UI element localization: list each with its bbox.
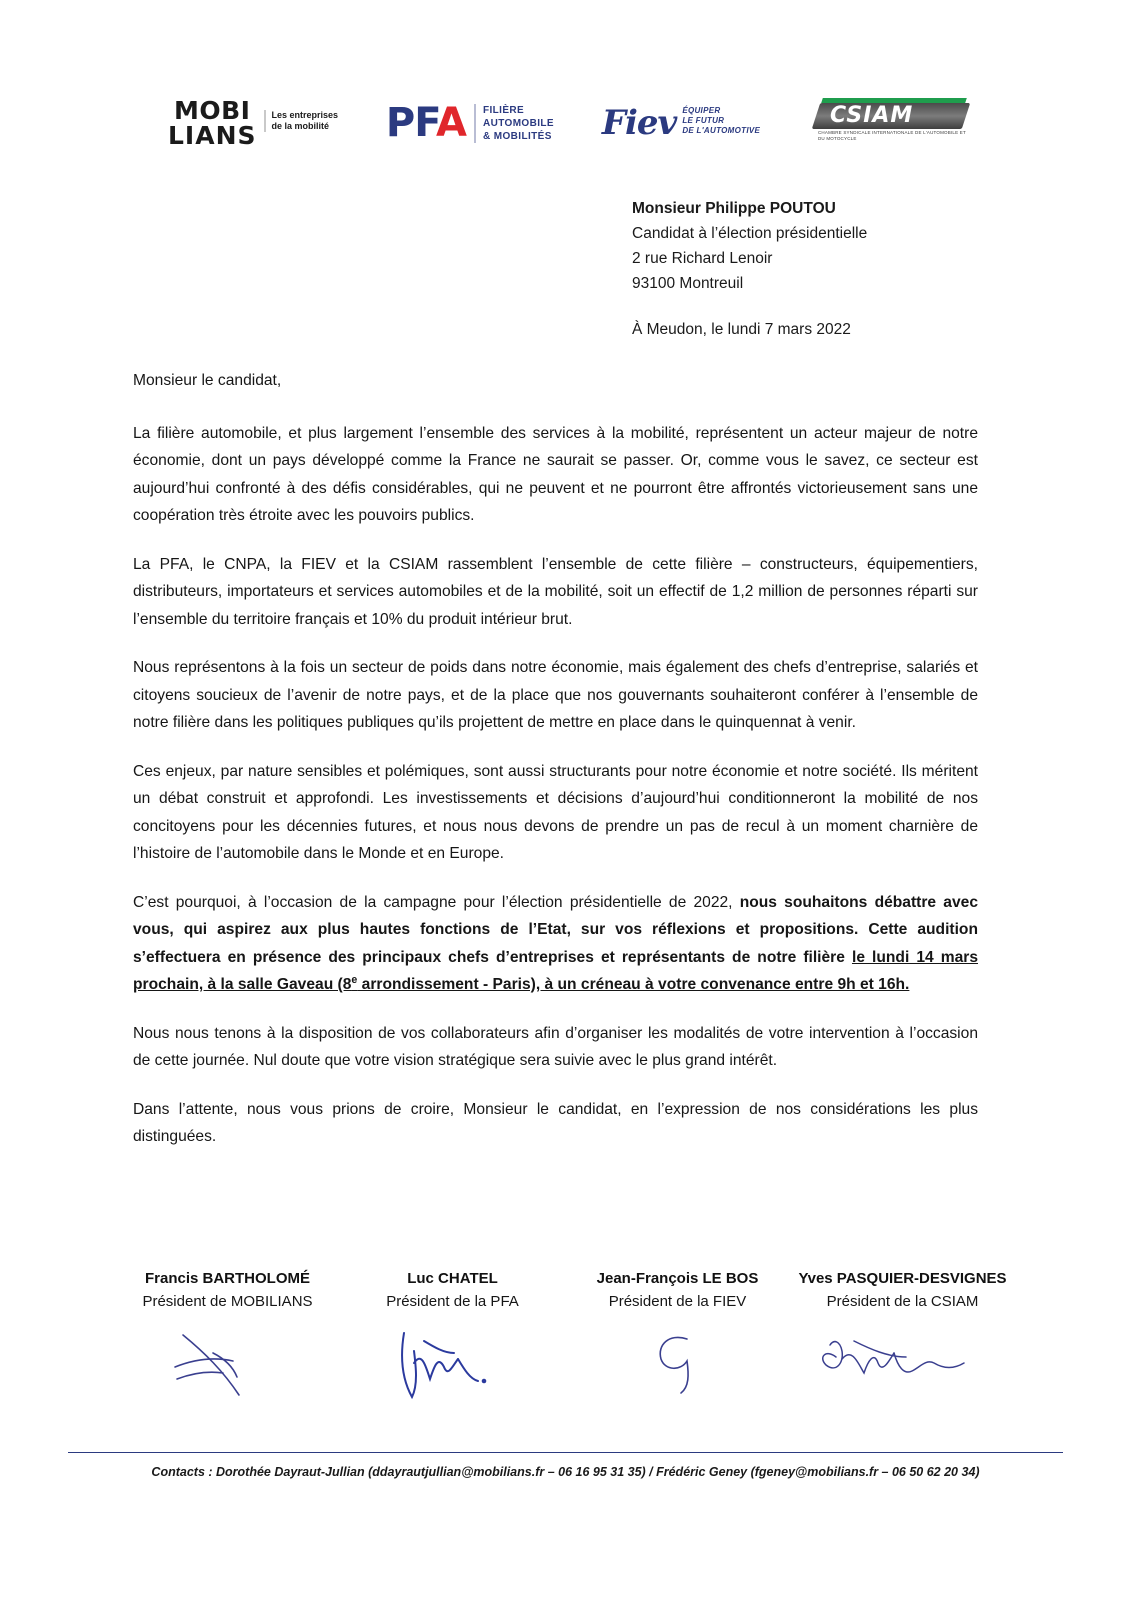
signatory-2	[345, 1268, 560, 1415]
paragraph-7: Dans l’attente, nous vous prions de croire, Monsieur le candidat, en l’expression de nos considérations les plus distinguées.	[133, 1100, 978, 1145]
pfa-word-a: A	[435, 100, 466, 146]
paragraph-5	[133, 889, 978, 999]
pfa-subtitle	[474, 104, 554, 143]
mobilians-tagline	[264, 110, 339, 132]
paragraph-5-intro: C’est pourquoi, à l’occasion de la campagne pour l’élection présidentielle de 2022,	[133, 893, 740, 911]
paragraph-5-bold: nous souhaitons débattre avec vous, qui aspirez aux plus hautes fonctions de l’Etat, sur vos réflexions et propositions. Cette audition s’effectuera en présence des principaux chefs d’entreprises et représentants de notre filière	[133, 893, 978, 966]
paragraph-4: Ces enjeux, par nature sensibles et polémiques, sont aussi structurants pour notre économie et notre société. Ils méritent un débat construit et approfondi. Les investissements et décisions d’aujourd’hui conditionneront la mobilité de nos concitoyens pour les décennies futures, et nous nous devons de prendre un pas de recul à un moment charnière de l’histoire de l’automobile dans le Monde et en Europe.	[133, 762, 978, 862]
addressee-block	[632, 196, 1032, 296]
csiam-logo	[808, 97, 968, 149]
fiev-wordmark: Fiev	[601, 103, 677, 143]
footer-divider	[68, 1452, 1063, 1453]
paragraph-2: La PFA, le CNPA, la FIEV et la CSIAM rassemblent l’ensemble de cette filière – constructeurs, équipementiers, distributeurs, importateurs et services automobiles et de la mobilité, soit un effectif de 1,2 million de personnes réparti sur l’ensemble du territoire français et 10% du produit intérieur brut.	[133, 555, 978, 628]
fiev-subtitle-line1: ÉQUIPER	[682, 106, 721, 115]
signatory-name: Yves PASQUIER-DESVIGNES	[798, 1270, 1007, 1287]
paragraph-6: Nous nous tenons à la disposition de vos collaborateurs afin d’organiser les modalités de votre intervention à l’occasion de cette journée. Nul doute que votre vision stratégique sera suivie avec le plus grand intérêt.	[133, 1024, 978, 1069]
signatory-role: Président de MOBILIANS	[142, 1293, 313, 1310]
mobilians-word-line2: LIANS	[168, 121, 257, 150]
signatory-role: Président de la PFA	[386, 1293, 519, 1310]
addressee-role: Candidat à l’élection présidentielle	[632, 225, 868, 242]
pfa-subtitle-line1: FILIÈRE	[482, 104, 525, 116]
fiev-subtitle-line3: DE L'AUTOMOTIVE	[682, 126, 761, 135]
signatory-name: Luc CHATEL	[407, 1270, 498, 1287]
paragraph-5-ordinal: e	[351, 973, 358, 986]
signature-mark-lebos	[570, 1320, 785, 1415]
signature-block	[120, 1268, 1010, 1415]
pfa-logo	[385, 100, 554, 146]
fiev-logo	[601, 103, 761, 143]
signatory-name: Jean-François LE BOS	[596, 1270, 759, 1287]
mobilians-word-line1: MOBI	[174, 96, 251, 125]
mobilians-tagline-line2: de la mobilité	[271, 121, 330, 131]
signatory-1	[120, 1268, 335, 1415]
pfa-wordmark	[385, 100, 466, 146]
mobilians-tagline-line1: Les entreprises	[271, 110, 339, 120]
csiam-wordmark: CSIAM	[829, 103, 914, 128]
pfa-word-pf: PF	[385, 100, 436, 146]
paragraph-3: Nous représentons à la fois un secteur de poids dans notre économie, mais également des chefs d’entreprise, salariés et citoyens soucieux de l’avenir de notre pays, et de la place que nos gouvernants souhaiteront conférer à l’ensemble de notre filière dans les politiques publiques qu’ils projettent de mettre en place dans le quinquennat à venir.	[133, 659, 978, 731]
addressee-name: Monsieur Philippe POUTOU	[632, 200, 836, 217]
paragraph-5-underline-b: arrondissement - Paris), à un créneau à votre convenance entre 9h et 16h.	[357, 976, 910, 993]
csiam-subtitle: CHAMBRE SYNDICALE INTERNATIONALE DE L'AUTOMOBILE ET DU MOTOCYCLE	[817, 130, 966, 141]
letter-body	[133, 367, 978, 1172]
signatory-role: Président de la CSIAM	[826, 1293, 979, 1310]
mobilians-logo	[168, 98, 338, 148]
signatory-name: Francis BARTHOLOMÉ	[144, 1270, 310, 1287]
addressee-city: 93100 Montreuil	[632, 275, 744, 292]
signature-mark-bartholome	[120, 1320, 335, 1415]
signature-mark-pasquier-desvignes	[795, 1320, 1010, 1415]
fiev-subtitle-line2: LE FUTUR	[682, 116, 725, 125]
salutation: Monsieur le candidat,	[133, 372, 282, 389]
dateline: À Meudon, le lundi 7 mars 2022	[632, 321, 851, 338]
signatory-3	[570, 1268, 785, 1415]
signatory-role: Président de la FIEV	[608, 1293, 747, 1310]
logo-bar	[168, 88, 968, 158]
signatory-4	[795, 1268, 1010, 1415]
signature-mark-chatel	[345, 1320, 560, 1415]
paragraph-1: La filière automobile, et plus largement l’ensemble des services à la mobilité, représentent un acteur majeur de notre économie, dont un pays développé comme la France ne saurait se passer. Or, comme vous le savez, ce secteur est aujourd’hui confronté à des défis considérables, qui ne peuvent et ne pourront être affrontés victorieusement sans une coopération très étroite avec les pouvoirs publics.	[133, 424, 978, 524]
pfa-subtitle-line3: & MOBILITÉS	[482, 130, 552, 142]
pfa-subtitle-line2: AUTOMOBILE	[482, 117, 554, 129]
footer-contacts: Contacts : Dorothée Dayraut-Jullian (ddayrautjullian@mobilians.fr – 06 16 95 31 35) / Frédéric Geney (fgeney@mobilians.fr – 06 50 62 20 34)	[151, 1465, 980, 1479]
paragraph-5-underline-a: le lundi 14 mars prochain, à la salle Gaveau (8	[133, 948, 978, 993]
fiev-subtitle	[682, 106, 760, 136]
addressee-street: 2 rue Richard Lenoir	[632, 250, 773, 267]
mobilians-wordmark	[168, 98, 257, 148]
